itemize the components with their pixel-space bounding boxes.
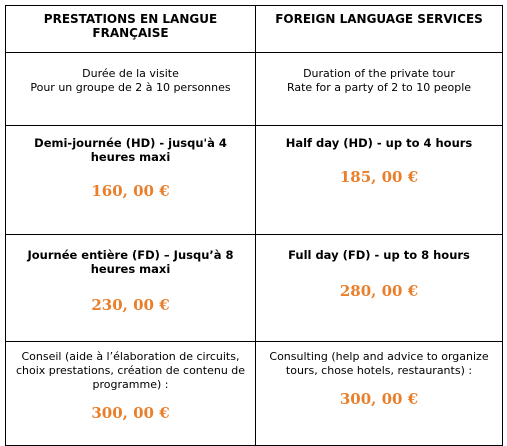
intro-en-line1: Duration of the private tour <box>303 67 455 80</box>
header-fr: PRESTATIONS EN LANGUE FRANÇAISE <box>6 6 256 53</box>
label-en-half-day: Half day (HD) - up to 4 hours <box>285 136 473 150</box>
price-fr-consulting: 300, 00 € <box>91 404 170 422</box>
table-row-consulting <box>6 342 503 446</box>
table-row-half-day <box>6 126 503 235</box>
intro-en-line2: Rate for a party of 2 to 10 people <box>286 81 472 94</box>
table-row-full-day <box>6 235 503 342</box>
cell-en-full-day <box>256 235 503 342</box>
header-en: FOREIGN LANGUAGE SERVICES <box>256 6 503 53</box>
cell-en-consulting <box>256 342 503 446</box>
intro-fr-line2: Pour un groupe de 2 à 10 personnes <box>30 81 231 94</box>
price-fr-full-day: 230, 00 € <box>91 296 170 314</box>
price-en-consulting: 300, 00 € <box>339 390 419 408</box>
label-fr-half-day: Demi-journée (HD) - jusqu'à 4 heures maxi <box>34 136 227 164</box>
price-fr-half-day: 160, 00 € <box>91 182 170 200</box>
label-fr-consulting: Conseil (aide à l’élaboration de circuits, choix prestations, création de contenu de programme) : <box>15 350 246 391</box>
label-fr-full-day: Journée entière (FD) – Jusqu’à 8 heures maxi <box>27 248 234 276</box>
intro-row <box>6 53 503 126</box>
label-en-consulting: Consulting (help and advice to organize tours, chose hotels, restaurants) : <box>269 350 489 377</box>
price-en-full-day: 280, 00 € <box>339 282 419 300</box>
cell-en-half-day <box>256 126 503 235</box>
label-en-full-day: Full day (FD) - up to 8 hours <box>288 248 470 262</box>
pricing-table <box>5 5 503 446</box>
cell-fr-half-day <box>6 126 256 235</box>
cell-fr-full-day <box>6 235 256 342</box>
price-en-half-day: 185, 00 € <box>339 168 419 186</box>
cell-fr-consulting <box>6 342 256 446</box>
header-row <box>6 6 503 53</box>
intro-fr-line1: Durée de la visite <box>82 67 179 80</box>
intro-fr <box>6 53 256 126</box>
intro-en <box>256 53 503 126</box>
